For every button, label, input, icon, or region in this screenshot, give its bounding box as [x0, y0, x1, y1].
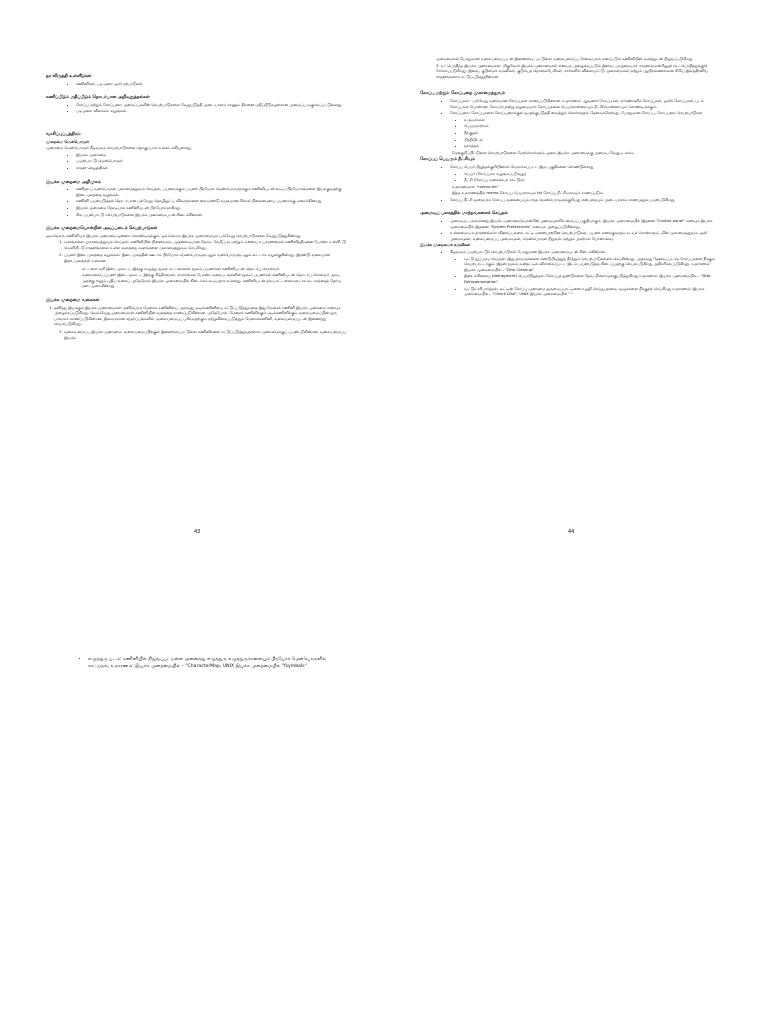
list-item: • கோப்புகள் : பல்வேறு வகையான கோப்புகள் காணப்படுகின்றன. உதாரணம்: ஆவணக் கோப்புகள், காணொளிக் கோப்புகள், ஒலிக் கோப்புகள், படக் கோப்புகள் போன்றன. கோப்பொன்று வழமையாக கோப்புகளை பெயரொன்றையும் நீட்சியொன்றையும் கொண்டிருக்கும். [450, 98, 720, 109]
list-item: • பெயர் (கோப்பாக வழங்கப்படுவது) [464, 171, 720, 177]
list-item: • படிமுறை விளக்கம் வழங்கல். [76, 108, 346, 114]
numbered-item: 2. வலையமைப்பு இயக்க முறைமை: வலையமைப்பிற்குள் இணைக்கப்பட்டுள்ள கணினிகளை கட்டுப்படுத்துவதற்காக முறைமைக்குப் பயன்படுகின்றன. வலையமைப்பு இயக்க [64, 329, 346, 340]
list-item: • கோப்பு நீட்சி வகையாக கோப்பு வகையையும் எந்த மென்பொருளுக்குரியது என்பதையும் அடையாளம் காணமுறும் பயன்படுகிறது. [450, 197, 720, 203]
list-item: • நகர்த்தல் [464, 143, 720, 149]
list-item: • கீழ்வரும் பயன்பாட்டுச் செயற்பாடுகள் போதுமான இயக்க முறைமையுடன் கிடைக்கின்றன. [450, 249, 720, 255]
paragraph: மேற்குறிப்பிட்டுள்ள செயற்பாடுகளை மேற்கொள்ளும் முறை இயக்க முறைமைக்கு அமைய வேறுபடலாம். [452, 149, 635, 155]
paragraph: முறைமை மென்பொருள் கீழ்வரும் செயற்பாடுகளை தொகுப்பாக உள்ளடக்கியுள்ளது. [46, 145, 193, 151]
list-item: • சில பயன்பாட்டு செயற்பாடுகளை இயக்க முறைமையுடன் கிடைக்கின்றன. [76, 212, 346, 218]
section-heading: அமைவுப் பலகத்தில் மாற்றங்களைச் செய்தல் [420, 211, 508, 217]
list-item: • சாதன செலுத்திகள் [76, 165, 346, 171]
paragraph: முறைமைகள் போதுமான வலையமைப்புடன் இணைக்கப் பட்டுள்ள வலையமைப்பு சேவையகம் எனப்படும் கணினியின் வளத்துடன் நிறுவப்படுகிறது. [436, 56, 694, 61]
section-heading: கணிப்பீடும் மதிப்பீடும் தொடர்பான அறிவுறுத்தல்கள் [46, 95, 150, 101]
list-item: • இடைக்கிளைவு (defragment) பெயர்நிறுத்தல்: கோப்புத் துண்டுகளை தேவ மீளொழுங்குபடுத்துகிறது உதாரணம்: இயக்க முறைமையில் – "Disk Defragmentation" [464, 273, 720, 284]
list-item: • நீட்சி (கோப்பு வகையைக் காட்டும்) [464, 177, 720, 183]
page-number: 43 [194, 529, 201, 535]
section-heading: கோப்பு மற்றும் கோப்புறை முகாமைத்துவம் [420, 91, 506, 97]
numbered-item: 2. பயனர் இடைமுகத்தை வழங்கல்: இடைமுகத்தின் ஊடாக பிரயோக மென்பொருளுடனும் வன்பொருளுடனும் கூட்டாக வழங்குகின்றது. இரண்டு வகையான இடைமுகங்கள் உள்ளன. [64, 252, 346, 263]
list-item: • இயக்க முறைமை [76, 152, 346, 158]
list-item: • பயன்பாட்டு மென்பொருள் [76, 158, 346, 164]
numbered-item: 1. வளங்களை முகாமைத்துவம் செய்தல்: கணினியின் நினைவகம், முதன்மையான நேரம், சேமிப்பக மற்றும் ஏனைய உபகரணங்கள் கணினித்திறனை போன்ற உள்ளீட்டு வெளியீட்டு சாதனங்களை உள்ள வளத்தை வளங்களை முகாமைத்துவம் செய்கிறது. [64, 239, 346, 250]
numbered-item: 1. தனித்து இயக்கும் இயக்க முறைமைகள்: தனியொரு மேசைக் கணினியை அவ்வது மடிக்கணினியை கட்டுப்படுத்துவதை இது மேசைக் கணினி இயக்க முறைமை எனவும் அழைக்கப்படுகிறது. வெவ்வேறு முறைமைகள் கணினியின் வளத்தை காணப்படுகின்றன. அதேபோல், மேசைக் கணினிக்கும் மடிக்கணினிக்கும் வலையமைப்பின் ஒரு பாகமாக காணப்படுகின்றன. இவ்வாறான சந்தர்ப்பங்களில், வலையமைப்பு பகிரவதற்கும் ஏற்றுவிசைப்படுத்தும் மேசைக்கணினி, வலையமைப்புடன் இணைந்து செயல்படுகிறது. [54, 305, 346, 327]
list-item: • எழுத்துரு படம்: கணினியில் நிறுவப்பட்டுள்ள அனைத்து எழுத்துரு எழுத்துருக்களையும் பிரயோக மென்பொருளில் காட்டுதல், உதாரணம்: இயக்க முறைமையில் – "CharacterMap, UNIX இயக்க முறைமையில் "fsymbols" [88, 656, 340, 670]
numbered-item: உட்பொதிந்த இயக்க முறைமைகள்: மிகுவோர் இயக்க முறைமைகள் எனவும் அழைக்கப்படும் இவை, முழுமையாக சாதனமொன்றினுள் (உட்பொதித்துக்குச்) சேர்க்கப்படுகிறது. இவை, குடுமைக் கருவிகள், குடும்பத் தொலைபேசிகள், கார்களில் விளையாட்டு முறைமைகள் மற்றும் ஆயிரக்கணக்கான சிறிய இலத்திரனிய சாதனங்களாக கட்டுப்படுத்துகின்றன. [436, 62, 708, 79]
list-item: • கணினி பயன்படுத்தல் தொடர்பான பல்வேறு தொழிலுட்ப விவரங்களை கையாண்டு சுமுகமான சிக்கல் நிலைமையை பயனருக்கு மறைக்கின்றது. [76, 198, 346, 204]
left-page [46, 62, 346, 342]
numbered-label: 3. [436, 62, 440, 68]
list-item: • அமைவுப் பலகமானது இயக்க முறைமையொன்றின் அமைவுகளில் மையப் பகுதியாகும். இயக்க முறைமையில் இதனை "Control panel" எனவும் இயக்க முறைமையில் இதனை "System Preferences" எனவும் அழைப்படுகின்றது. [450, 218, 720, 229]
list-item: • கணினிகள், படிமுறை ஒலி ஏற்பாடுகள் [76, 81, 346, 87]
list-item: • கோப்பு மற்றும் கோப்புறை அமைப்புகளின் செயற்பாடுகளை வேறுபடுத்தி அடையாளம் காணும் திறனை மதிப்பிடுவதற்கான அமைப்பு வகுக்கப்பட்டுள்ளது. [76, 102, 346, 108]
footnote [80, 656, 340, 671]
section-heading: தர விருத்தி உள்ளீடுகள் [46, 74, 92, 79]
list-item: • கணிதஉப வன்பொருள் முகாமைத்துவம் செய்தல், பயனருக்கும் பயனர் பிரயோக மென்பொருளுக்கும் கணினியுடன் கூடிய பிரயோகங்களை இயக்குவதற்கு இடைமுகத்தை வழங்கல். [76, 186, 346, 197]
list-item: • இயக்க முறைமை நேரடியாக கணினியுடன் பிரயோகமாகிறது. [76, 205, 346, 211]
section-heading: இயக்க முறைமை அறிமுகம் [46, 179, 102, 185]
list-item: • வட்டு துப்புரவு செய்தல்: இது தாவருகளைக் கண்டுபிடித்துத் தீர்த்தும் செயற்பாடுகளைச் செய்கின்றது. அதாவது தேவைப்படாத கோப்புகளை நீக்கும் செயற்பாட்டாகும். இதன் மூலம் வன்தட்டில் விசாலைப்பட்ட இடம் பயன்படுத்த கிடைப்பதற்கு செயல்படுகிறது அதிகரிக்கப்படுகிறது. உதாரணம்: இயக்க முறைமையில் – "Disk Cleanup" [464, 256, 720, 273]
list-item: • கோப்புறை: கோப்புகளை கோப்புறைக்குள் ஒழுங்குபடுத்தி வைத்துக் கொள்ளுதல் தேவைக்கேற்றது. போதுமான கோப்பு, கோப்புறை செயற்பாடுகள் [450, 110, 720, 116]
interface-item: வரைகலைப் பயனர் இடைமுகம் — இங்கு சித்திரங்கள், சாளரங்கள் போன்ற வரைபடங்களின் மூலம் பயனர்கள் கணினியுடன் தொடர்பு கொள்வர். தரவு அதற்கு ஈனும் புதிய வகைப் அதேநேரம் இயக்க முறைமையில் கிடைக்கக் கூடியதாக உள்ளது. கணினியுடன் தரவு கட்டளைகளுடாக கூடாரத்தைத் தேர்வு நடைமுறைகின்றது. [82, 272, 342, 289]
list-item: • உள்ளமைவு உதாரணங்கள்: விசைப்பலகை, சுட்டி ஏனையாற்றின் செயற்பாடுகள், பயனர் கணக்குகளும் கடவுச் சொற்களும், மின் முகாமைத்துவம், ஒலி அமைவுகள், வலையமைப்பு அமைவுகள், மென்பொருள் நிறுவல் மற்றும் அகற்றல் போன்றவை. [450, 230, 720, 241]
section-heading: வாசிப்புப்பத்திரம் [46, 131, 81, 137]
paragraph: இந்த உதாரணத்தில் memo கோப்பு பெயராகவும் txt கோப்பு நீட்சியாகவும் காணப்படும். [452, 190, 604, 196]
paragraph: உதாரணமாக: "memo.txt" [452, 183, 499, 189]
list-item: • நீக்குதல் [464, 130, 720, 136]
list-item: • பிரதியிடல் [464, 137, 720, 143]
section-heading: இயக்க முறைமையொன்றின் அடிப்படைச் செயற்பாடுகள் [46, 226, 158, 232]
list-item: • வட்டுச் சரிபார்த்தல்: வட்டின் கோப்பு முறைமை ஒருமைப்பாட்டினை உறுதி செய்து தரவை வழுக்களை நீக்குதற் செய்கிறது உதாரணம்: இயக்க முறைமையில் – "Check Disk", UNIX இயக்க முறைமையில் " " [464, 286, 720, 297]
section-heading: கோப்புப் பெயரும் நீட்சியும் [420, 157, 475, 163]
subheading: இயக்க முறைமைக் கருவிகள் [420, 242, 471, 248]
subheading: முறைமை மென்பொருள் [46, 138, 89, 144]
paragraph: ஒவ்வொரு கணினியும் இயக்க முறைமை ஒன்றை கொண்டிருக்கும். ஒவ்வொரு இயக்க முறைமையும் பல்வேறு செயற்பாடுகளை வேறுபடுத்துகின்றது. [46, 232, 302, 238]
right-page [420, 56, 720, 298]
page-number: 44 [568, 529, 575, 535]
interface-item: கட்டளை வரி இடைமுகம் — இங்கு எழுத்து மூலக் கட்டளைகள் மூலம் பயனர்கள் கணினியுடன் தொடர்பு கொள்வர். [82, 265, 280, 271]
list-item: • பெயரமாற்றல் [464, 123, 720, 129]
list-item: • உருவாக்கல் [464, 117, 720, 123]
section-heading: இயக்க முறைமை வகைகள் [46, 298, 100, 304]
list-item: • கோப்பு பெயர் நிறுத்தக்குறியினால் வேறாக்கப்பட்ட இரு பகுதிகளை கொண்டுள்ளது [450, 164, 720, 170]
